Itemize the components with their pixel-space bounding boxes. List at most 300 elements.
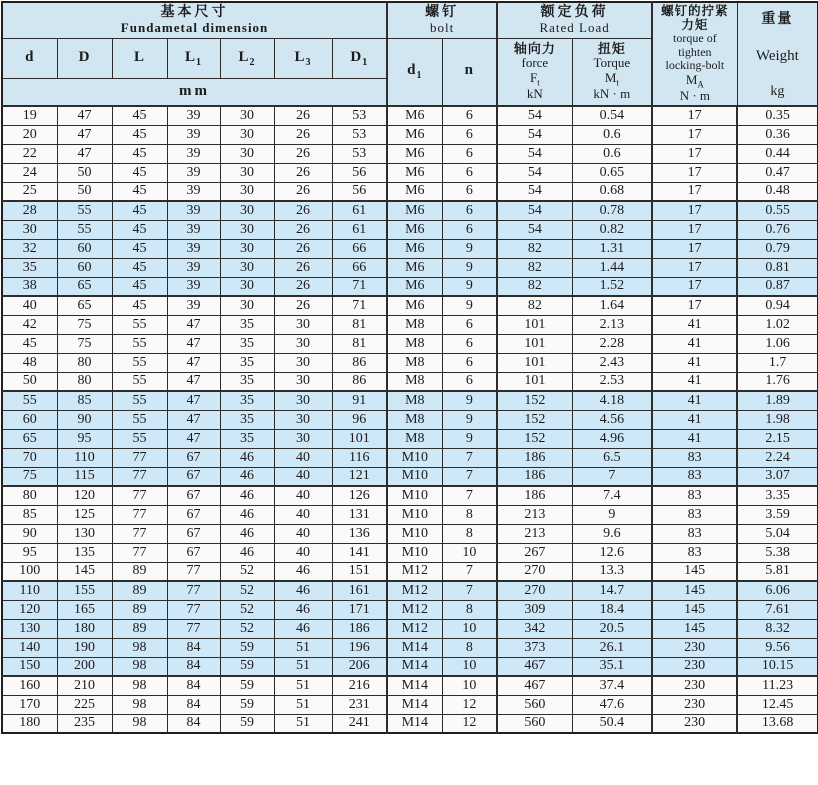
cell-L1: 47 [167,372,220,391]
cell-weight: 0.76 [737,220,818,239]
cell-ma-torque: 41 [652,353,737,372]
cell-ma-torque: 41 [652,315,737,334]
cell-ma-torque: 83 [652,467,737,486]
cell-d1: M14 [387,657,442,676]
cell-L2: 46 [220,467,274,486]
cell-axial-force: 54 [497,163,572,182]
cell-L: 45 [112,239,167,258]
cell-ma-torque: 17 [652,106,737,125]
cell-L2: 46 [220,505,274,524]
cell-ma-torque: 230 [652,714,737,733]
cell-axial-force: 54 [497,182,572,201]
cell-weight: 7.61 [737,600,818,619]
cell-d: 40 [2,296,57,315]
rated-load-title-zh: 额定负荷 [540,5,609,21]
cell-weight: 8.32 [737,619,818,638]
cell-D1: 151 [332,562,387,581]
cell-d: 25 [2,182,57,201]
cell-d: 22 [2,144,57,163]
cell-L1: 77 [167,619,220,638]
cell-torque: 0.6 [572,144,652,163]
cell-d1: M12 [387,581,442,600]
table-row [2,220,818,239]
cell-D1: 96 [332,410,387,429]
cell-d1: M6 [387,182,442,201]
cell-L3: 40 [274,524,332,543]
cell-torque: 26.1 [572,638,652,657]
cell-torque: 0.78 [572,201,652,220]
cell-weight: 1.98 [737,410,818,429]
cell-L2: 30 [220,163,274,182]
cell-L3: 26 [274,144,332,163]
cell-torque: 14.7 [572,581,652,600]
cell-ma-torque: 83 [652,448,737,467]
cell-n: 6 [442,125,497,144]
cell-n: 6 [442,220,497,239]
cell-L: 45 [112,144,167,163]
cell-weight: 6.06 [737,581,818,600]
cell-axial-force: 186 [497,467,572,486]
cell-L3: 30 [274,353,332,372]
cell-L3: 26 [274,201,332,220]
cell-L3: 26 [274,277,332,296]
cell-d1: M6 [387,277,442,296]
cell-d: 160 [2,676,57,695]
cell-d1: M14 [387,676,442,695]
cell-D1: 131 [332,505,387,524]
cell-d: 20 [2,125,57,144]
cell-L3: 30 [274,410,332,429]
cell-L: 55 [112,391,167,410]
cell-ma-torque: 17 [652,258,737,277]
cell-L3: 51 [274,638,332,657]
cell-weight: 0.48 [737,182,818,201]
cell-n: 7 [442,467,497,486]
cell-ma-torque: 145 [652,619,737,638]
cell-d1: M10 [387,486,442,505]
cell-L2: 59 [220,638,274,657]
tighten-zh-line1: 螺钉的拧紧 [661,4,729,19]
cell-L1: 67 [167,524,220,543]
cell-D: 50 [57,182,112,201]
cell-weight: 5.04 [737,524,818,543]
cell-L1: 47 [167,315,220,334]
cell-D: 155 [57,581,112,600]
cell-L1: 39 [167,182,220,201]
cell-D1: 241 [332,714,387,733]
cell-torque: 2.53 [572,372,652,391]
cell-L3: 46 [274,581,332,600]
cell-L: 45 [112,258,167,277]
cell-n: 9 [442,239,497,258]
cell-L: 98 [112,638,167,657]
cell-L2: 52 [220,619,274,638]
cell-L: 89 [112,619,167,638]
cell-L: 55 [112,429,167,448]
cell-D1: 171 [332,600,387,619]
cell-L: 77 [112,448,167,467]
cell-L2: 59 [220,714,274,733]
cell-L: 45 [112,163,167,182]
cell-d: 95 [2,543,57,562]
cell-weight: 3.35 [737,486,818,505]
cell-axial-force: 54 [497,125,572,144]
table-row [2,638,818,657]
cell-weight: 3.59 [737,505,818,524]
cell-D: 135 [57,543,112,562]
cell-D: 75 [57,315,112,334]
cell-D1: 61 [332,220,387,239]
cell-L1: 84 [167,638,220,657]
cell-D: 55 [57,201,112,220]
cell-ma-torque: 41 [652,391,737,410]
cell-L3: 30 [274,391,332,410]
cell-n: 10 [442,543,497,562]
cell-torque: 9.6 [572,524,652,543]
cell-d: 35 [2,258,57,277]
cell-D1: 71 [332,296,387,315]
cell-axial-force: 467 [497,676,572,695]
cell-n: 8 [442,638,497,657]
cell-torque: 0.65 [572,163,652,182]
cell-D1: 186 [332,619,387,638]
rated-load-title-en: Rated Load [539,20,610,36]
cell-n: 7 [442,486,497,505]
cell-axial-force: 101 [497,334,572,353]
cell-L: 98 [112,676,167,695]
cell-D: 115 [57,467,112,486]
table-row [2,163,818,182]
cell-d: 180 [2,714,57,733]
cell-D: 235 [57,714,112,733]
col-header-L: L [112,38,167,78]
cell-L: 45 [112,106,167,125]
cell-L1: 39 [167,201,220,220]
cell-torque: 35.1 [572,657,652,676]
cell-D1: 56 [332,182,387,201]
cell-L3: 26 [274,106,332,125]
dimension-title-en: Fundametal dimension [120,20,269,36]
cell-weight: 0.55 [737,201,818,220]
cell-d1: M14 [387,714,442,733]
cell-D1: 81 [332,315,387,334]
cell-ma-torque: 17 [652,220,737,239]
cell-n: 7 [442,562,497,581]
cell-L3: 30 [274,372,332,391]
table-row [2,372,818,391]
cell-L2: 35 [220,391,274,410]
cell-d1: M6 [387,144,442,163]
cell-L2: 46 [220,448,274,467]
cell-axial-force: 186 [497,448,572,467]
cell-L3: 30 [274,315,332,334]
cell-L: 55 [112,334,167,353]
cell-axial-force: 560 [497,695,572,714]
cell-D1: 91 [332,391,387,410]
cell-L1: 84 [167,676,220,695]
cell-L1: 77 [167,600,220,619]
cell-D1: 86 [332,372,387,391]
cell-weight: 0.35 [737,106,818,125]
cell-d: 150 [2,657,57,676]
cell-d1: M14 [387,695,442,714]
cell-L: 77 [112,467,167,486]
col-header-L2: $L_2$ [220,38,274,78]
cell-d: 90 [2,524,57,543]
cell-axial-force: 54 [497,220,572,239]
cell-L2: 30 [220,277,274,296]
cell-ma-torque: 145 [652,562,737,581]
cell-n: 10 [442,657,497,676]
cell-n: 12 [442,714,497,733]
cell-L2: 35 [220,334,274,353]
cell-d1: M8 [387,372,442,391]
cell-weight: 13.68 [737,714,818,733]
cell-axial-force: 309 [497,600,572,619]
cell-L1: 39 [167,220,220,239]
cell-d1: M8 [387,429,442,448]
cell-L: 45 [112,296,167,315]
cell-d: 80 [2,486,57,505]
table-row [2,277,818,296]
cell-D: 225 [57,695,112,714]
cell-axial-force: 467 [497,657,572,676]
cell-ma-torque: 83 [652,486,737,505]
cell-ma-torque: 17 [652,144,737,163]
table-row [2,600,818,619]
cell-weight: 0.44 [737,144,818,163]
cell-ma-torque: 145 [652,600,737,619]
cell-L: 77 [112,486,167,505]
cell-L3: 51 [274,695,332,714]
cell-L2: 30 [220,296,274,315]
cell-D: 80 [57,372,112,391]
cell-L2: 30 [220,106,274,125]
cell-L2: 30 [220,258,274,277]
cell-L: 55 [112,410,167,429]
cell-ma-torque: 145 [652,581,737,600]
cell-axial-force: 267 [497,543,572,562]
cell-n: 9 [442,429,497,448]
cell-D: 110 [57,448,112,467]
cell-ma-torque: 17 [652,163,737,182]
cell-L1: 47 [167,391,220,410]
cell-d: 100 [2,562,57,581]
cell-n: 8 [442,524,497,543]
col-header-d: d [2,38,57,78]
cell-weight: 2.24 [737,448,818,467]
cell-L2: 59 [220,695,274,714]
cell-L1: 39 [167,239,220,258]
cell-d: 70 [2,448,57,467]
cell-D: 165 [57,600,112,619]
cell-d1: M8 [387,410,442,429]
table-row [2,657,818,676]
cell-torque: 6.5 [572,448,652,467]
table-row [2,106,818,125]
cell-L1: 47 [167,353,220,372]
cell-L: 98 [112,657,167,676]
cell-d1: M6 [387,125,442,144]
cell-weight: 1.06 [737,334,818,353]
cell-torque: 4.56 [572,410,652,429]
cell-D1: 231 [332,695,387,714]
cell-L: 45 [112,220,167,239]
cell-n: 6 [442,201,497,220]
cell-D: 65 [57,277,112,296]
cell-d1: M10 [387,543,442,562]
tighten-symbol: $M_A$ [685,71,704,90]
cell-d: 130 [2,619,57,638]
cell-torque: 0.68 [572,182,652,201]
cell-L2: 30 [220,125,274,144]
cell-L1: 47 [167,410,220,429]
weight-unit: kg [770,84,785,99]
cell-L2: 52 [220,600,274,619]
cell-D: 95 [57,429,112,448]
table-row [2,543,818,562]
cell-d1: M8 [387,315,442,334]
cell-weight: 10.15 [737,657,818,676]
table-row [2,258,818,277]
cell-L3: 51 [274,714,332,733]
cell-D1: 101 [332,429,387,448]
cell-weight: 11.23 [737,676,818,695]
cell-d: 110 [2,581,57,600]
cell-D: 65 [57,296,112,315]
cell-axial-force: 82 [497,258,572,277]
cell-L3: 26 [274,220,332,239]
cell-L3: 40 [274,448,332,467]
cell-L1: 84 [167,695,220,714]
cell-d: 60 [2,410,57,429]
cell-L3: 26 [274,163,332,182]
cell-L2: 59 [220,676,274,695]
cell-L: 89 [112,562,167,581]
spec-table [1,1,818,734]
cell-torque: 2.43 [572,353,652,372]
cell-axial-force: 101 [497,315,572,334]
cell-ma-torque: 230 [652,695,737,714]
tighten-unit: N · m [679,88,711,104]
cell-L2: 30 [220,239,274,258]
cell-L: 77 [112,524,167,543]
cell-ma-torque: 17 [652,239,737,258]
cell-n: 9 [442,258,497,277]
cell-L3: 51 [274,676,332,695]
cell-axial-force: 270 [497,562,572,581]
cell-L2: 52 [220,581,274,600]
cell-L1: 39 [167,106,220,125]
cell-D1: 136 [332,524,387,543]
cell-D1: 61 [332,201,387,220]
cell-d1: M10 [387,467,442,486]
cell-D: 190 [57,638,112,657]
cell-D: 60 [57,258,112,277]
cell-axial-force: 152 [497,410,572,429]
table-row [2,695,818,714]
cell-n: 7 [442,581,497,600]
col-header-weight [737,2,818,106]
cell-weight: 0.81 [737,258,818,277]
cell-n: 10 [442,619,497,638]
cell-torque: 18.4 [572,600,652,619]
cell-L: 98 [112,714,167,733]
cell-weight: 5.38 [737,543,818,562]
bolt-title-en: bolt [429,20,455,36]
col-header-torque: 扭矩 Torque $M_t$ kN · m [572,38,652,106]
cell-n: 12 [442,695,497,714]
cell-n: 6 [442,106,497,125]
cell-weight: 1.02 [737,315,818,334]
cell-L: 45 [112,277,167,296]
cell-n: 6 [442,334,497,353]
col-header-n: n [442,38,497,106]
cell-L: 55 [112,372,167,391]
cell-L3: 40 [274,467,332,486]
cell-ma-torque: 17 [652,296,737,315]
cell-L1: 39 [167,163,220,182]
cell-d: 24 [2,163,57,182]
cell-L3: 46 [274,562,332,581]
table-row [2,353,818,372]
table-row [2,581,818,600]
table-row [2,676,818,695]
cell-D: 200 [57,657,112,676]
cell-L1: 39 [167,277,220,296]
table-row [2,296,818,315]
table-row [2,619,818,638]
cell-L: 45 [112,201,167,220]
cell-d: 85 [2,505,57,524]
cell-ma-torque: 17 [652,277,737,296]
cell-L2: 30 [220,182,274,201]
cell-D: 210 [57,676,112,695]
bolt-title-zh: 螺钉 [425,5,460,21]
cell-L1: 67 [167,486,220,505]
cell-D: 60 [57,239,112,258]
col-header-D1: $D_1$ [332,38,387,78]
cell-axial-force: 186 [497,486,572,505]
cell-L1: 39 [167,144,220,163]
cell-n: 9 [442,410,497,429]
cell-L2: 35 [220,410,274,429]
cell-D: 130 [57,524,112,543]
cell-d1: M6 [387,220,442,239]
table-body [2,106,818,733]
table-row [2,334,818,353]
cell-d1: M6 [387,258,442,277]
table-row [2,467,818,486]
cell-D: 120 [57,486,112,505]
cell-axial-force: 54 [497,201,572,220]
table-row [2,714,818,733]
cell-L1: 77 [167,562,220,581]
cell-torque: 0.6 [572,125,652,144]
cell-d: 30 [2,220,57,239]
cell-L: 77 [112,543,167,562]
cell-weight: 3.07 [737,467,818,486]
col-header-tighten-torque [652,2,737,106]
cell-axial-force: 213 [497,505,572,524]
cell-ma-torque: 83 [652,524,737,543]
cell-D1: 71 [332,277,387,296]
cell-L1: 39 [167,258,220,277]
cell-torque: 0.82 [572,220,652,239]
col-header-D: D [57,38,112,78]
table-row [2,524,818,543]
cell-d1: M10 [387,448,442,467]
